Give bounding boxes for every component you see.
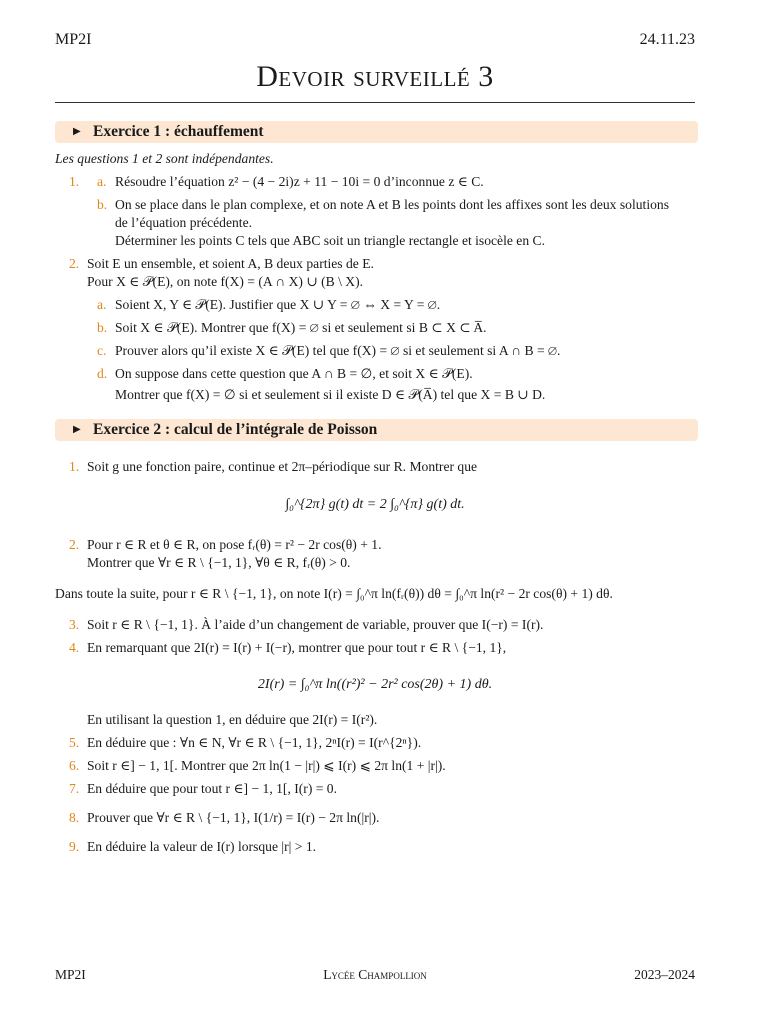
exercise-1-question-1a: Résoudre l’équation z² − (4 − 2i)z + 11 − 10i = 0 d’inconnue z ∈ C. <box>115 174 484 189</box>
exercise-2-question-4-formula: 2I(r) = ∫₀^π ln((r²)² − 2r² cos(2θ) + 1) dθ. <box>257 677 493 692</box>
question-number: 3. <box>69 617 80 632</box>
exercise-2-heading-bar <box>55 419 698 441</box>
question-number: 2. <box>69 537 80 552</box>
exercise-2-question-3: Soit r ∈ R \ {−1, 1}. À l’aide d’un changement de variable, prouver que I(−r) = I(r). <box>87 617 544 632</box>
triangle-bullet-icon: ▶ <box>73 126 81 137</box>
footer-year: 2023–2024 <box>634 967 695 982</box>
subquestion-letter: c. <box>97 343 107 358</box>
question-number: 1. <box>69 174 80 189</box>
subquestion-letter: b. <box>97 197 108 212</box>
exercise-2-question-1: Soit g une fonction paire, continue et 2π–périodique sur R. Montrer que <box>87 459 478 474</box>
exercise-1-question-1b-line-1: On se place dans le plan complexe, et on note A et B les points dont les affixes sont les deux solutions <box>115 197 669 212</box>
exercise-1-question-2-line-1: Soit E un ensemble, et soient A, B deux parties de E. <box>87 256 374 271</box>
exercise-1-question-2-line-2: Pour X ∈ 𝒫(E), on note f(X) = (A ∩ X) ∪ (B \ X). <box>87 274 364 289</box>
exercise-1-question-1b-line-3: Déterminer les points C tels que ABC soit un triangle rectangle et isocèle en C. <box>115 233 545 248</box>
exercise-1-heading-bar <box>55 121 698 143</box>
integral-definition: Dans toute la suite, pour r ∈ R \ {−1, 1}, on note I(r) = ∫₀^π ln(fᵣ(θ)) dθ = ∫₀^π ln(r² − 2r cos(θ) + 1) dθ. <box>55 586 613 601</box>
subquestion-letter: a. <box>97 297 107 312</box>
header-class: MP2I <box>55 31 92 48</box>
exercise-2-question-5: En déduire que : ∀n ∈ N, ∀r ∈ R \ {−1, 1}, 2ⁿI(r) = I(r^{2ⁿ}). <box>87 735 422 750</box>
question-number: 1. <box>69 459 80 474</box>
exercise-2-question-8: Prouver que ∀r ∈ R \ {−1, 1}, I(1/r) = I(r) − 2π ln(|r|). <box>87 810 380 825</box>
exercise-1-heading: Exercice 1 : échauffement <box>93 123 264 140</box>
title-divider <box>55 102 695 103</box>
exercise-2-question-2-line-1: Pour r ∈ R et θ ∈ R, on pose fᵣ(θ) = r² − 2r cos(θ) + 1. <box>87 537 382 552</box>
exercise-2-question-6: Soit r ∈] − 1, 1[. Montrer que 2π ln(1 − |r|) ⩽ I(r) ⩽ 2π ln(1 + |r|). <box>87 758 446 773</box>
exercise-2-question-7: En déduire que pour tout r ∈] − 1, 1[, I(r) = 0. <box>87 781 338 796</box>
question-number: 7. <box>69 781 80 796</box>
header-date: 24.11.23 <box>639 31 695 48</box>
footer-class: MP2I <box>55 967 86 982</box>
question-number: 4. <box>69 640 80 655</box>
subquestion-letter: d. <box>97 366 108 381</box>
question-number: 5. <box>69 735 80 750</box>
question-number: 6. <box>69 758 80 773</box>
question-number: 8. <box>69 810 80 825</box>
triangle-bullet-icon: ▶ <box>73 424 81 435</box>
exercise-2-question-4-line-2: En utilisant la question 1, en déduire que 2I(r) = I(r²). <box>87 712 378 727</box>
exercise-1-question-2a: Soient X, Y ∈ 𝒫(E). Justifier que X ∪ Y = ∅ ⇔ X = Y = ∅. <box>115 297 441 312</box>
page-title: Devoir surveillé 3 <box>256 60 494 93</box>
exercise-2-question-4-line-1: En remarquant que 2I(r) = I(r) + I(−r), montrer que pour tout r ∈ R \ {−1, 1}, <box>87 640 507 655</box>
subquestion-letter: a. <box>97 174 107 189</box>
question-number: 9. <box>69 839 80 854</box>
exercise-2-question-1-formula: ∫₀^{2π} g(t) dt = 2 ∫₀^{π} g(t) dt. <box>285 497 465 512</box>
exercise-2-heading: Exercice 2 : calcul de l’intégrale de Poisson <box>93 421 378 438</box>
exercise-1-question-1b-line-2: de l’équation précédente. <box>115 215 252 230</box>
exercise-2-question-9: En déduire la valeur de I(r) lorsque |r| > 1. <box>87 839 317 854</box>
exercise-1-question-2c: Prouver alors qu’il existe X ∈ 𝒫(E) tel que f(X) = ∅ si et seulement si A ∩ B = ∅. <box>115 343 561 358</box>
exercise-2-question-2-line-2: Montrer que ∀r ∈ R \ {−1, 1}, ∀θ ∈ R, fᵣ(θ) > 0. <box>87 555 351 570</box>
question-number: 2. <box>69 256 80 271</box>
exercise-1-question-2d-line-2: Montrer que f(X) = ∅ si et seulement si il existe D ∈ 𝒫(A̅) tel que X = B ∪ D. <box>115 387 546 402</box>
exercise-1-question-2b: Soit X ∈ 𝒫(E). Montrer que f(X) = ∅ si et seulement si B ⊂ X ⊂ A̅. <box>115 320 487 335</box>
footer-school: Lycée Champollion <box>323 967 427 982</box>
subquestion-letter: b. <box>97 320 108 335</box>
exercise-1-intro: Les questions 1 et 2 sont indépendantes. <box>55 151 274 166</box>
exercise-1-question-2d-line-1: On suppose dans cette question que A ∩ B = ∅, et soit X ∈ 𝒫(E). <box>115 366 473 381</box>
exam-page <box>55 0 695 1024</box>
